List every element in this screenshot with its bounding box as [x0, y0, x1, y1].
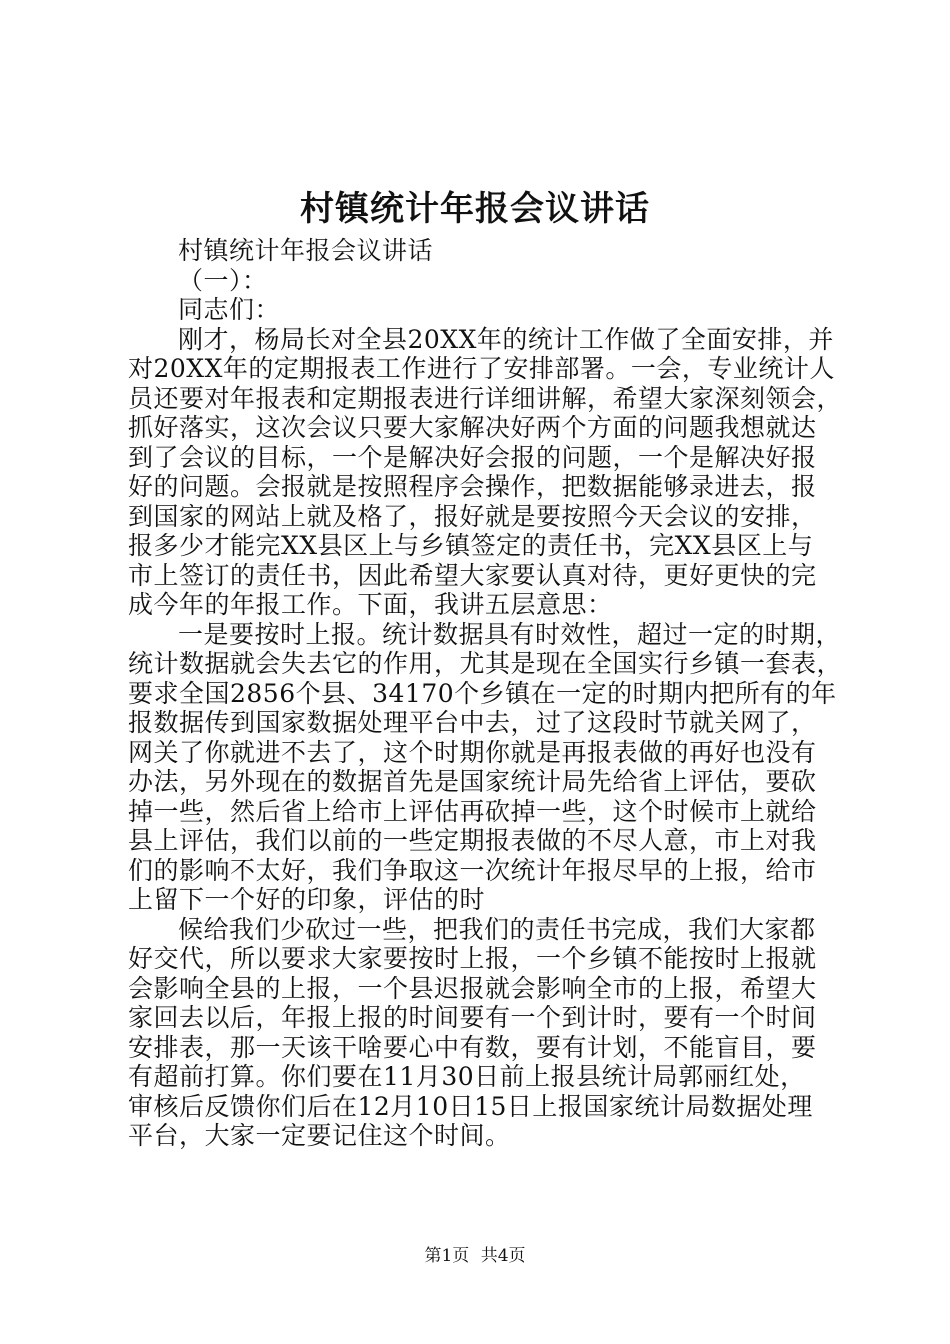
- text-line: 安排表，那一天该干啥要心中有数，要有计划，不能盲目，要: [128, 1032, 817, 1062]
- text-line: 一是要按时上报。统计数据具有时效性，超过一定的时期，: [178, 619, 842, 649]
- page-number: 第1页: [424, 1246, 470, 1266]
- text-line: 办法，另外现在的数据首先是国家统计局先给省上评估，要砍: [128, 767, 817, 796]
- text-line: 会影响全县的上报，一个县迟报就会影响全市的上报，希望大: [128, 973, 817, 1003]
- text-line: 抓好落实，这次会议只要大家解决好两个方面的问题我想就达: [128, 413, 817, 442]
- text-line: 平台，大家一定要记住这个时间。: [128, 1121, 511, 1150]
- text-line: 到了会议的目标，一个是解决好会报的问题，一个是解决好报: [128, 442, 817, 472]
- text-line: 审核后反馈你们后在12月10日15日上报国家统计局数据处理: [128, 1091, 813, 1121]
- text-line: 们的影响不太好，我们争取这一次统计年报尽早的上报，给市: [128, 855, 817, 885]
- text-line: 刚才，杨局长对全县20XX年的统计工作做了全面安排，并: [178, 324, 834, 354]
- text-line: 成今年的年报工作。下面，我讲五层意思：: [128, 590, 613, 619]
- text-line: 候给我们少砍过一些，把我们的责任书完成，我们大家都: [178, 914, 816, 944]
- text-line: 县上评估，我们以前的一些定期报表做的不尽人意，市上对我: [128, 826, 817, 855]
- text-line: 掉一些，然后省上给市上评估再砍掉一些，这个时候市上就给: [128, 796, 817, 826]
- text-line: 有超前打算。你们要在11月30日前上报县统计局郭丽红处，: [128, 1062, 806, 1091]
- page-total: 共4页: [480, 1246, 526, 1266]
- text-line: 同志们：: [178, 295, 281, 324]
- text-line: 对20XX年的定期报表工作进行了安排部署。一会，专业统计人: [128, 354, 835, 383]
- text-line: 网关了你就进不去了，这个时期你就是再报表做的再好也没有: [128, 737, 817, 767]
- text-line: 村镇统计年报会议讲话: [178, 236, 434, 265]
- text-line: （一）：: [178, 265, 268, 295]
- page-footer: [0, 1244, 950, 1268]
- document-title: 村镇统计年报会议讲话: [300, 189, 650, 229]
- text-line: 上留下一个好的印象，评估的时: [128, 885, 486, 914]
- text-line: 员还要对年报表和定期报表进行详细讲解，希望大家深刻领会，: [128, 383, 843, 413]
- document-body: [128, 236, 843, 1151]
- text-line: 报多少才能完XX县区上与乡镇签定的责任书，完XX县区上与: [128, 531, 814, 560]
- text-line: 要求全国2856个县、34170个乡镇在一定的时期内把所有的年: [128, 678, 837, 708]
- text-line: 家回去以后，年报上报的时间要有一个到计时，要有一个时间: [128, 1003, 817, 1032]
- text-line: 统计数据就会失去它的作用，尤其是现在全国实行乡镇一套表，: [128, 649, 843, 678]
- text-line: 好的问题。会报就是按照程序会操作，把数据能够录进去，报: [128, 472, 817, 501]
- text-line: 报数据传到国家数据处理平台中去，过了这段时节就关网了，: [128, 708, 817, 737]
- text-line: 市上签订的责任书，因此希望大家要认真对待，更好更快的完: [128, 560, 817, 590]
- text-line: 好交代，所以要求大家要按时上报，一个乡镇不能按时上报就: [128, 944, 817, 973]
- text-line: 到国家的网站上就及格了，报好就是要按照今天会议的安排，: [128, 501, 817, 531]
